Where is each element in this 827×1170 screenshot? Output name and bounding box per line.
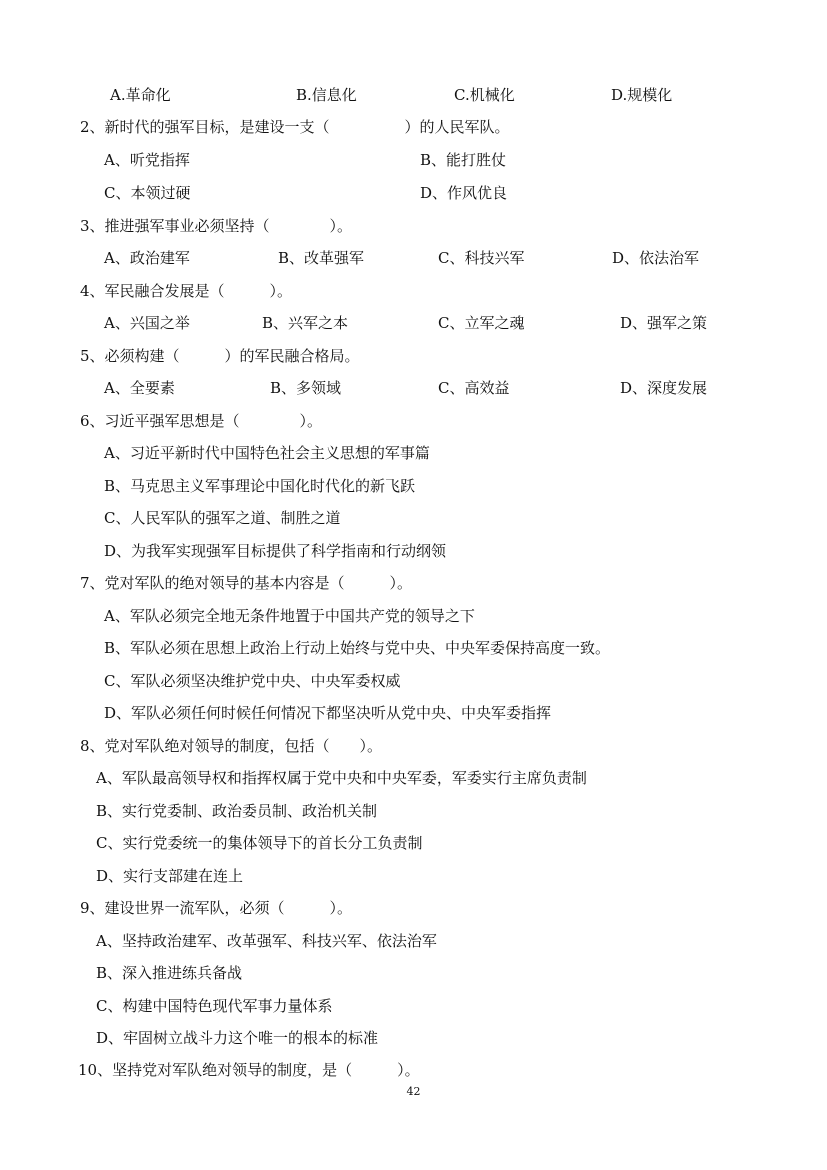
- question-8-option-c: C、实行党委统一的集体领导下的首长分工负责制: [96, 834, 423, 852]
- question-9-option-a: A、坚持政治建军、改革强军、科技兴军、依法治军: [96, 932, 437, 950]
- option-a: A、全要素: [104, 379, 175, 397]
- question-10-stem: 10、坚持党对军队绝对领导的制度，是（ ）。: [78, 1061, 420, 1079]
- page-number: 42: [406, 1085, 421, 1098]
- question-4-stem: 4、军民融合发展是（ ）。: [80, 282, 293, 300]
- question-6-option-c: C、人民军队的强军之道、制胜之道: [104, 509, 341, 527]
- option-d: D、依法治军: [612, 249, 700, 267]
- option-a: A、兴国之举: [104, 314, 190, 332]
- question-4-options: [0, 311, 827, 335]
- question-7-stem: 7、党对军队的绝对领导的基本内容是（ ）。: [80, 574, 413, 592]
- option-b: B、多领域: [270, 379, 342, 397]
- question-9-option-b: B、深入推进练兵备战: [96, 964, 243, 982]
- option-d: D、深度发展: [620, 379, 708, 397]
- question-2-options-row-1: [0, 148, 827, 172]
- question-2-options-row-2: [0, 181, 827, 205]
- option-c: C.机械化: [454, 86, 515, 104]
- option-c: C、立军之魂: [438, 314, 525, 332]
- question-6-option-a: A、习近平新时代中国特色社会主义思想的军事篇: [104, 444, 430, 462]
- option-a: A、听党指挥: [104, 151, 190, 169]
- question-9-option-c: C、构建中国特色现代军事力量体系: [96, 997, 333, 1015]
- option-b: B、改革强军: [278, 249, 365, 267]
- option-d: D.规模化: [611, 86, 673, 104]
- option-b: B、兴军之本: [262, 314, 349, 332]
- question-7-option-c: C、军队必须坚决维护党中央、中央军委权威: [104, 672, 401, 690]
- option-a: A、政治建军: [104, 249, 190, 267]
- option-b: B、能打胜仗: [420, 151, 507, 169]
- question-8-stem: 8、党对军队绝对领导的制度，包括（ ）。: [80, 737, 383, 755]
- option-c: C、高效益: [438, 379, 510, 397]
- question-3-options: [0, 246, 827, 270]
- question-8-option-b: B、实行党委制、政治委员制、政治机关制: [96, 802, 378, 820]
- question-8-option-a: A、军队最高领导权和指挥权属于党中央和中央军委，军委实行主席负责制: [96, 769, 587, 787]
- question-7-option-b: B、军队必须在思想上政治上行动上始终与党中央、中央军委保持高度一致。: [104, 639, 611, 657]
- option-c: C、科技兴军: [438, 249, 525, 267]
- question-8-option-d: D、实行支部建在连上: [96, 867, 244, 885]
- question-5-options: [0, 376, 827, 400]
- question-7-option-a: A、军队必须完全地无条件地置于中国共产党的领导之下: [104, 607, 475, 625]
- option-d: D、强军之策: [620, 314, 708, 332]
- question-5-stem: 5、必须构建（ ）的军民融合格局。: [80, 347, 360, 365]
- option-b: B.信息化: [296, 86, 357, 104]
- question-7-option-d: D、军队必须任何时候任何情况下都坚决听从党中央、中央军委指挥: [104, 704, 552, 722]
- question-6-option-d: D、为我军实现强军目标提供了科学指南和行动纲领: [104, 542, 447, 560]
- option-c: C、本领过硬: [104, 184, 191, 202]
- option-d: D、作风优良: [420, 184, 508, 202]
- question-9-option-d: D、牢固树立战斗力这个唯一的根本的标准: [96, 1029, 379, 1047]
- question-3-stem: 3、推进强军事业必须坚持（ ）。: [80, 217, 353, 235]
- question-1-options: [0, 83, 827, 107]
- option-a: A.革命化: [110, 86, 171, 104]
- question-6-stem: 6、习近平强军思想是（ ）。: [80, 412, 323, 430]
- question-2-stem: 2、新时代的强军目标，是建设一支（ ）的人民军队。: [80, 118, 510, 136]
- question-6-option-b: B、马克思主义军事理论中国化时代化的新飞跃: [104, 477, 416, 495]
- question-9-stem: 9、建设世界一流军队，必须（ ）。: [80, 899, 353, 917]
